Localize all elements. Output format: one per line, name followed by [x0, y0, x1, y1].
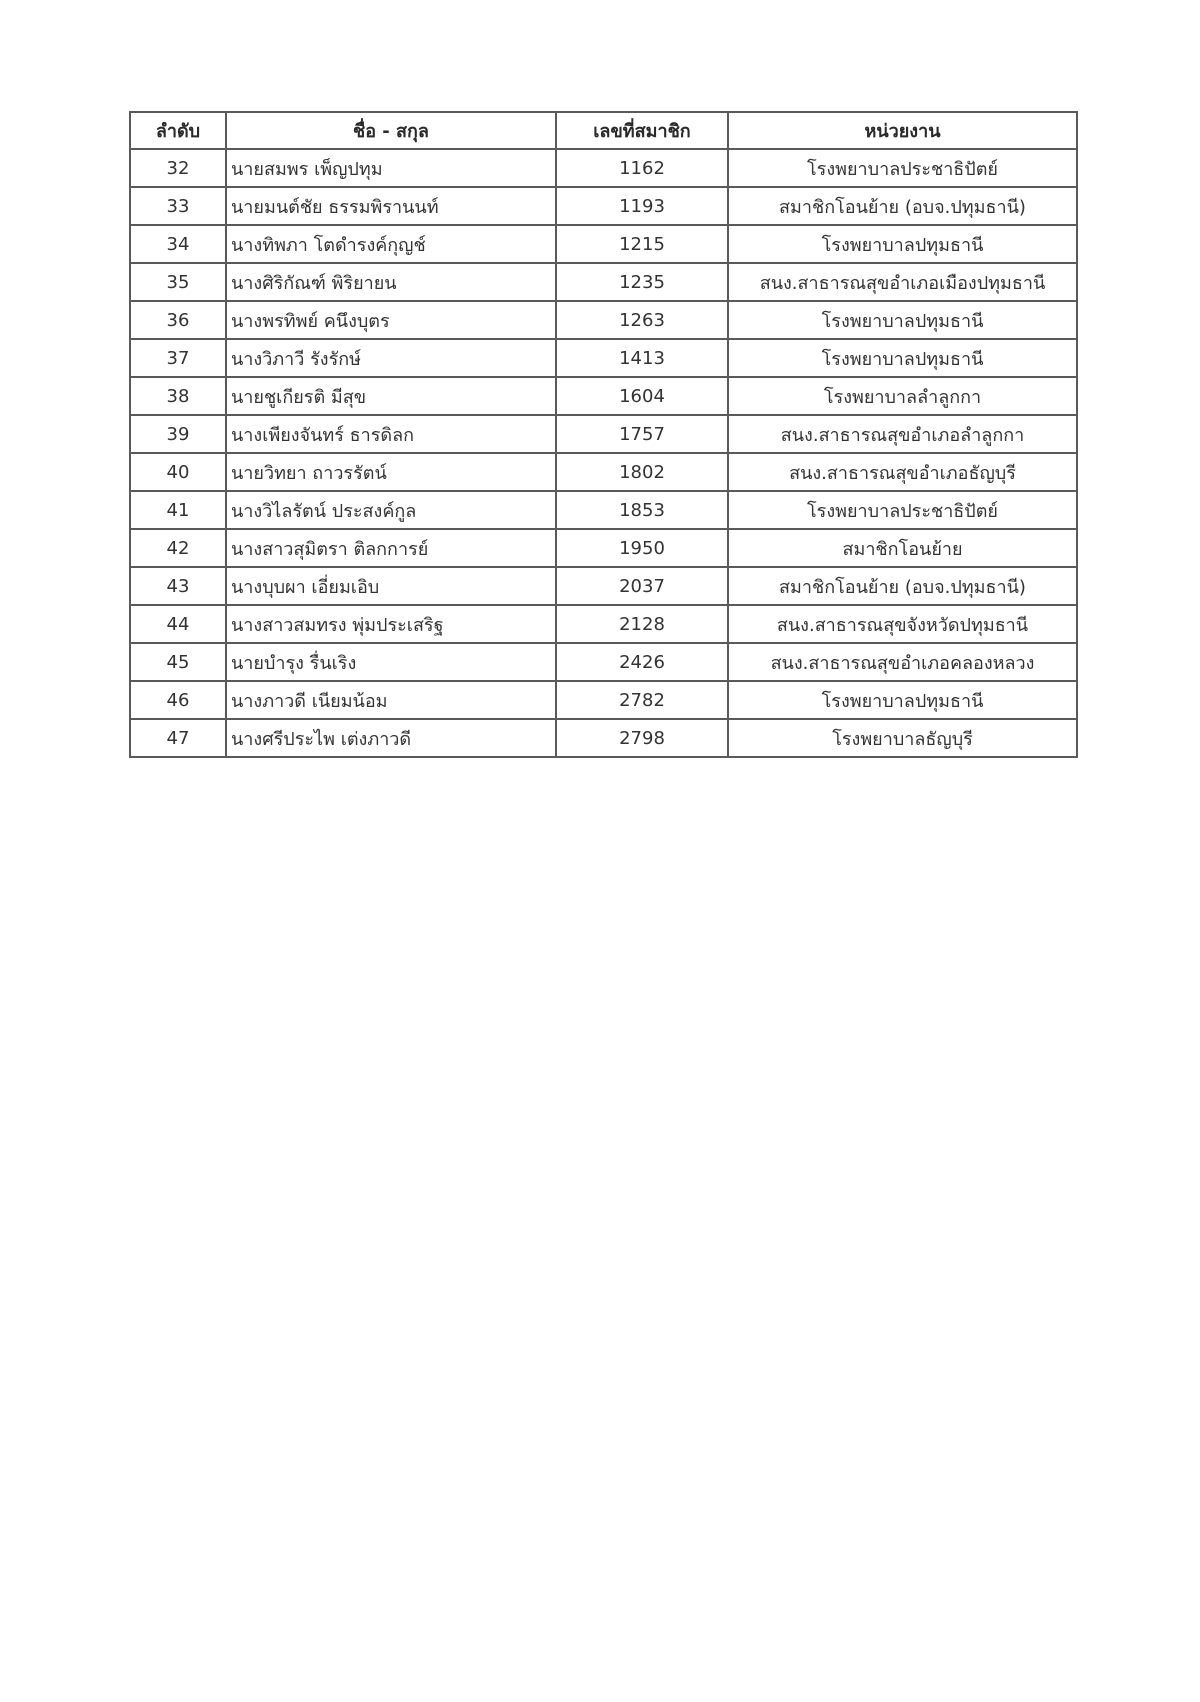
cell-no: 34	[130, 225, 226, 263]
cell-name: นางพรทิพย์ คนึงบุตร	[226, 301, 556, 339]
header-no: ลำดับ	[130, 112, 226, 149]
cell-member-no: 1162	[556, 149, 728, 187]
table-row	[130, 187, 1077, 225]
cell-name: นางศิริกัณฑ์ พิริยายน	[226, 263, 556, 301]
table-row	[130, 149, 1077, 187]
cell-no: 38	[130, 377, 226, 415]
cell-unit: โรงพยาบาลปทุมธานี	[728, 301, 1077, 339]
table-row	[130, 643, 1077, 681]
cell-no: 43	[130, 567, 226, 605]
cell-member-no: 2037	[556, 567, 728, 605]
cell-unit: สนง.สาธารณสุขอำเภอเมืองปทุมธานี	[728, 263, 1077, 301]
cell-no: 41	[130, 491, 226, 529]
table-row	[130, 453, 1077, 491]
cell-no: 32	[130, 149, 226, 187]
cell-name: นางทิพภา โตดำรงค์กุญช์	[226, 225, 556, 263]
cell-name: นางวิไลรัตน์ ประสงค์กูล	[226, 491, 556, 529]
cell-member-no: 1235	[556, 263, 728, 301]
cell-unit: โรงพยาบาลลำลูกกา	[728, 377, 1077, 415]
table-row	[130, 263, 1077, 301]
cell-name: นางบุบผา เอี่ยมเอิบ	[226, 567, 556, 605]
cell-member-no: 1193	[556, 187, 728, 225]
header-unit: หน่วยงาน	[728, 112, 1077, 149]
table-row	[130, 681, 1077, 719]
cell-no: 40	[130, 453, 226, 491]
cell-unit: สมาชิกโอนย้าย	[728, 529, 1077, 567]
cell-unit: โรงพยาบาลธัญบุรี	[728, 719, 1077, 757]
cell-no: 33	[130, 187, 226, 225]
cell-unit: สมาชิกโอนย้าย (อบจ.ปทุมธานี)	[728, 187, 1077, 225]
cell-unit: โรงพยาบาลปทุมธานี	[728, 339, 1077, 377]
cell-name: นางเพียงจันทร์ ธารดิลก	[226, 415, 556, 453]
table-row	[130, 377, 1077, 415]
header-member-no: เลขที่สมาชิก	[556, 112, 728, 149]
cell-member-no: 1263	[556, 301, 728, 339]
cell-unit: สมาชิกโอนย้าย (อบจ.ปทุมธานี)	[728, 567, 1077, 605]
cell-member-no: 1757	[556, 415, 728, 453]
cell-no: 46	[130, 681, 226, 719]
cell-unit: โรงพยาบาลประชาธิปัตย์	[728, 149, 1077, 187]
cell-no: 44	[130, 605, 226, 643]
table-header-row	[130, 112, 1077, 149]
cell-name: นางสาวสมทรง พุ่มประเสริฐ	[226, 605, 556, 643]
cell-member-no: 2798	[556, 719, 728, 757]
cell-member-no: 1215	[556, 225, 728, 263]
cell-name: นางวิภาวี รังรักษ์	[226, 339, 556, 377]
table-row	[130, 225, 1077, 263]
cell-member-no: 1950	[556, 529, 728, 567]
cell-name: นายมนต์ชัย ธรรมพิรานนท์	[226, 187, 556, 225]
cell-member-no: 2128	[556, 605, 728, 643]
cell-no: 42	[130, 529, 226, 567]
table-row	[130, 491, 1077, 529]
cell-unit: โรงพยาบาลปทุมธานี	[728, 225, 1077, 263]
cell-member-no: 1853	[556, 491, 728, 529]
cell-member-no: 1413	[556, 339, 728, 377]
cell-no: 37	[130, 339, 226, 377]
cell-unit: สนง.สาธารณสุขอำเภอลำลูกกา	[728, 415, 1077, 453]
table-row	[130, 605, 1077, 643]
cell-no: 35	[130, 263, 226, 301]
cell-no: 39	[130, 415, 226, 453]
cell-unit: โรงพยาบาลปทุมธานี	[728, 681, 1077, 719]
cell-no: 45	[130, 643, 226, 681]
cell-unit: โรงพยาบาลประชาธิปัตย์	[728, 491, 1077, 529]
member-table	[129, 111, 1078, 758]
table-row	[130, 301, 1077, 339]
cell-name: นางศรีประไพ เต่งภาวดี	[226, 719, 556, 757]
cell-name: นายวิทยา ถาวรรัตน์	[226, 453, 556, 491]
cell-member-no: 2782	[556, 681, 728, 719]
cell-name: นายบำรุง รื่นเริง	[226, 643, 556, 681]
cell-member-no: 1604	[556, 377, 728, 415]
table-row	[130, 529, 1077, 567]
cell-unit: สนง.สาธารณสุขจังหวัดปทุมธานี	[728, 605, 1077, 643]
cell-no: 36	[130, 301, 226, 339]
cell-unit: สนง.สาธารณสุขอำเภอคลองหลวง	[728, 643, 1077, 681]
cell-name: นางภาวดี เนียมน้อม	[226, 681, 556, 719]
cell-member-no: 2426	[556, 643, 728, 681]
table-row	[130, 567, 1077, 605]
cell-name: นายสมพร เพ็ญปทุม	[226, 149, 556, 187]
cell-unit: สนง.สาธารณสุขอำเภอธัญบุรี	[728, 453, 1077, 491]
cell-name: นางสาวสุมิตรา ติลกการย์	[226, 529, 556, 567]
header-name: ชื่อ - สกุล	[226, 112, 556, 149]
table-row	[130, 415, 1077, 453]
table-row	[130, 719, 1077, 757]
cell-name: นายชูเกียรติ มีสุข	[226, 377, 556, 415]
cell-member-no: 1802	[556, 453, 728, 491]
cell-no: 47	[130, 719, 226, 757]
table-row	[130, 339, 1077, 377]
